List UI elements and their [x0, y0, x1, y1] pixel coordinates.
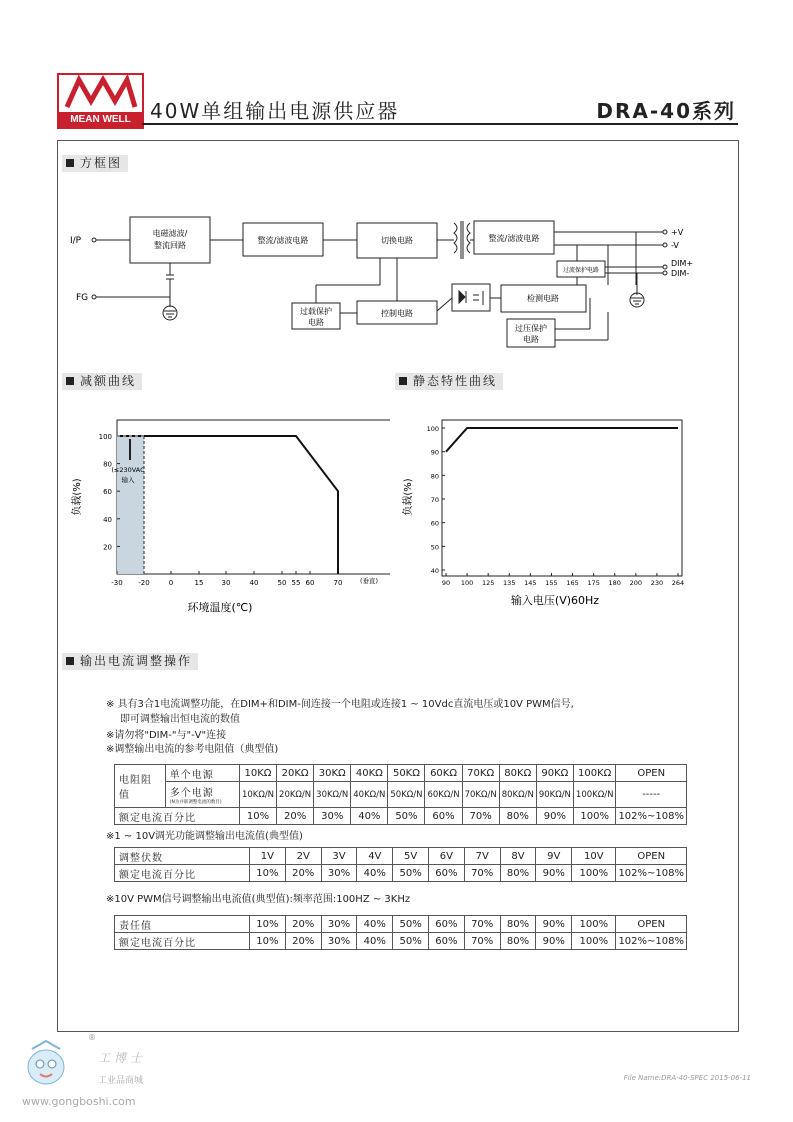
cell: 30% — [321, 933, 357, 950]
cell: 100% — [572, 916, 616, 933]
cell: 90KΩ — [536, 765, 573, 782]
cell: 50KΩ/N — [388, 782, 425, 808]
emi-label-1: 电磁滤波/ — [152, 229, 188, 238]
multi-sub-label: (N为并联调整电流的数目) — [169, 800, 222, 805]
row-label: 电阻阻值 — [115, 765, 166, 808]
x-axis-label: 输入电压(V)60Hz — [510, 594, 600, 607]
annotation-line-2: 输入 — [121, 476, 135, 484]
x-tick-label: 30 — [221, 579, 231, 587]
page-title: 40W单组输出电源供应器 — [150, 99, 400, 123]
resistance-table — [114, 764, 687, 825]
cell: 10% — [250, 865, 286, 882]
x-tick-label: 175 — [587, 579, 600, 587]
cell: 80% — [500, 933, 536, 950]
note-2: ※请勿将"DIM-"与"-V"连接 — [106, 730, 227, 741]
watermark-sub: 工业品商城 — [98, 1076, 144, 1086]
cell: 2V — [285, 848, 321, 865]
cell: 90% — [536, 865, 572, 882]
dimminus-label: DIM- — [671, 269, 690, 278]
y-axis-label: 负载(%) — [403, 478, 414, 516]
row1-label: 调整伏数 — [115, 848, 250, 865]
x-tick-label: 0 — [168, 579, 174, 587]
square-bullet-icon — [66, 377, 74, 385]
rect1-label: 整流/滤波电路 — [257, 236, 309, 245]
annotation-line-1: (≤230VAC — [111, 466, 145, 474]
header-rule — [142, 123, 738, 125]
y-tick-label: 40 — [430, 567, 439, 575]
x-tick-label: 125 — [481, 579, 495, 587]
static-chart — [395, 405, 725, 620]
y-tick-label: 60 — [430, 519, 439, 528]
derating-plot-area — [117, 420, 390, 574]
cell: 20% — [285, 916, 321, 933]
x-tick-label: 50 — [277, 579, 287, 587]
olp-label-2: 电路 — [308, 318, 324, 327]
square-bullet-icon — [399, 377, 407, 385]
section-title: 方框图 — [80, 156, 123, 170]
note-1b: 即可调整输出恒电流的数值 — [120, 714, 240, 725]
cell: 10V — [572, 848, 616, 865]
cell: 40KΩ — [351, 765, 388, 782]
y-tick-label: 100 — [98, 433, 112, 441]
cell: 40KΩ/N — [351, 782, 388, 808]
y-tick-label: 60 — [103, 488, 112, 497]
x-tick-label: 180 — [608, 579, 621, 587]
row1-label: 责任值 — [115, 916, 250, 933]
y-axis-label: 负载(%) — [72, 478, 83, 516]
cell: 9V — [536, 848, 572, 865]
section-title: 减额曲线 — [80, 374, 137, 388]
cell: 60% — [425, 808, 462, 825]
cell: 30% — [321, 916, 357, 933]
cell: 60% — [428, 933, 464, 950]
ocp-label: 过流保护电路 — [562, 267, 600, 274]
cell: OPEN — [616, 765, 687, 782]
cell: 30KΩ — [314, 765, 351, 782]
cell: 20KΩ — [277, 765, 314, 782]
watermark — [18, 1033, 168, 1113]
mw-logo-icon — [59, 75, 142, 111]
x-tick-label: 55 — [291, 579, 301, 587]
emi-filter-block — [130, 217, 210, 263]
cell: 70% — [464, 933, 500, 950]
cell: OPEN — [616, 916, 687, 933]
cell: 50% — [393, 865, 429, 882]
emi-label-2: 整流回路 — [154, 241, 186, 250]
cell: 50KΩ — [388, 765, 425, 782]
x-tick-label: 135 — [503, 579, 516, 587]
cell: ----- — [616, 782, 687, 808]
olp-label-1: 过载保护 — [300, 307, 332, 316]
note-5: ※10V PWM信号调整输出电流值(典型值):频率范围:100HZ ~ 3KHz — [106, 894, 411, 905]
logo-label: MEAN WELL — [59, 112, 142, 127]
cell: 4V — [357, 848, 393, 865]
x-tick-label: 40 — [249, 579, 259, 587]
cell: 70% — [464, 916, 500, 933]
cell: 5V — [393, 848, 429, 865]
cell: 90% — [536, 916, 572, 933]
registered-mark: ® — [88, 1033, 96, 1042]
x-tick-label: 264 — [671, 579, 685, 587]
cell: 80KΩ — [499, 765, 536, 782]
row2-label: 额定电流百分比 — [115, 933, 250, 950]
ovp-label-2: 电路 — [523, 335, 539, 344]
cell: 80% — [500, 865, 536, 882]
cell: 10% — [239, 808, 276, 825]
cell: 100KΩ — [573, 765, 616, 782]
cell: 102%~108% — [616, 933, 687, 950]
vminus-label: -V — [671, 241, 679, 250]
robot-mascot-icon — [18, 1039, 78, 1097]
cell: 8V — [500, 848, 536, 865]
file-name-footer: File Name:DRA-40-SPEC 2015-06-11 — [623, 1074, 751, 1082]
x-tick-label: 145 — [524, 579, 537, 587]
x-tick-label: 155 — [545, 579, 558, 587]
section-derating — [62, 373, 142, 390]
static-plot-area — [442, 420, 682, 576]
cell: 20% — [285, 933, 321, 950]
y-tick-label: 80 — [430, 472, 439, 481]
y-tick-label: 90 — [430, 448, 439, 457]
note-3: ※调整输出电流的参考电阻值（典型值) — [106, 744, 279, 755]
x-tick-label: -30 — [111, 579, 123, 587]
cell: OPEN — [616, 848, 687, 865]
vplus-label: +V — [671, 228, 684, 237]
cell: 80KΩ/N — [499, 782, 536, 808]
x-axis-label: 环境温度(℃) — [187, 601, 253, 614]
watermark-brand: 工博士 — [98, 1051, 147, 1065]
rect2-label: 整流/滤波电路 — [488, 234, 540, 243]
control-label: 控制电路 — [381, 309, 413, 318]
cell: 102%~108% — [616, 808, 687, 825]
ip-label: I/P — [70, 236, 82, 246]
cell: 80% — [499, 808, 536, 825]
x-tick-label: 60 — [305, 579, 315, 587]
section-title: 输出电流调整操作 — [80, 654, 193, 668]
section-title: 静态特性曲线 — [413, 374, 498, 388]
cell: 7V — [464, 848, 500, 865]
x-unit-label: (垂直) — [360, 577, 379, 585]
cell: 70% — [462, 808, 499, 825]
switch-label: 切换电路 — [381, 236, 413, 245]
square-bullet-icon — [66, 159, 74, 167]
cell: 3V — [321, 848, 357, 865]
cell: 20% — [277, 808, 314, 825]
x-tick-label: 15 — [194, 579, 204, 587]
cell: 40% — [357, 916, 393, 933]
mean-well-logo — [57, 73, 144, 129]
cell: 70KΩ/N — [462, 782, 499, 808]
cell: 10% — [250, 933, 286, 950]
cell: 100KΩ/N — [573, 782, 616, 808]
section-static — [395, 373, 503, 390]
section-current-adjust — [62, 653, 198, 670]
cell: 50% — [388, 808, 425, 825]
multi-label: 多个电源 — [169, 788, 214, 799]
x-tick-label: 90 — [441, 579, 451, 587]
y-tick-label: 100 — [426, 425, 439, 433]
cell: 30% — [321, 865, 357, 882]
series-title: DRA-40系列 — [596, 99, 736, 123]
cell: 100% — [572, 933, 616, 950]
cell: 20KΩ/N — [277, 782, 314, 808]
square-bullet-icon — [66, 657, 74, 665]
cell: 60% — [428, 865, 464, 882]
y-tick-label: 70 — [430, 496, 439, 504]
optocoupler-block — [452, 284, 490, 311]
cell: 30KΩ/N — [314, 782, 351, 808]
x-tick-label: 230 — [650, 579, 664, 587]
y-tick-label: 40 — [103, 515, 112, 524]
cell: 100% — [573, 808, 616, 825]
y-tick-label: 20 — [103, 543, 112, 552]
voltage-table — [114, 847, 687, 882]
detect-label: 检测电路 — [527, 294, 559, 303]
x-tick-label: 200 — [629, 579, 643, 587]
cell: 40% — [357, 865, 393, 882]
fg-label: FG — [76, 293, 89, 303]
cell: 60KΩ — [425, 765, 462, 782]
x-tick-label: 165 — [566, 579, 579, 587]
multi-label-cell — [165, 782, 239, 808]
cell: 10% — [250, 916, 286, 933]
cell: 80% — [500, 916, 536, 933]
note-1a: ※ 具有3合1电流调整功能，在DIM+和DIM-间连接一个电阻或连接1 ~ 10Vdc直流电压或10V PWM信号, — [106, 699, 574, 710]
cell: 50% — [393, 933, 429, 950]
cell: 40% — [351, 808, 388, 825]
x-tick-label: 70 — [333, 579, 343, 587]
x-tick-label: 100 — [460, 579, 474, 587]
derating-chart — [60, 405, 390, 620]
note-4: ※1 ~ 10V调光功能调整输出电流值(典型值) — [106, 831, 303, 842]
cell: 50% — [393, 916, 429, 933]
current-label: 额定电流百分比 — [115, 808, 240, 825]
cell: 30% — [314, 808, 351, 825]
cell: 60KΩ/N — [425, 782, 462, 808]
cell: 10KΩ/N — [239, 782, 276, 808]
cell: 20% — [285, 865, 321, 882]
x-tick-label: -20 — [138, 579, 150, 587]
single-label: 单个电源 — [165, 765, 239, 782]
dimplus-label: DIM+ — [671, 259, 694, 268]
cell: 70% — [464, 865, 500, 882]
cell: 10KΩ — [239, 765, 276, 782]
cell: 60% — [428, 916, 464, 933]
cell: 6V — [428, 848, 464, 865]
cell: 100% — [572, 865, 616, 882]
y-tick-label: 50 — [430, 543, 439, 552]
cell: 1V — [250, 848, 286, 865]
block-diagram — [60, 205, 740, 355]
cell: 40% — [357, 933, 393, 950]
cell: 90% — [536, 808, 573, 825]
watermark-url: www.gongboshi.com — [22, 1095, 136, 1108]
cell: 70KΩ — [462, 765, 499, 782]
row2-label: 额定电流百分比 — [115, 865, 250, 882]
cell: 102%~108% — [616, 865, 687, 882]
pwm-table — [114, 915, 687, 950]
section-block-diagram — [62, 155, 128, 172]
y-tick-label: 80 — [103, 460, 112, 469]
ovp-label-1: 过压保护 — [515, 324, 547, 333]
cell: 90KΩ/N — [536, 782, 573, 808]
cell: 90% — [536, 933, 572, 950]
